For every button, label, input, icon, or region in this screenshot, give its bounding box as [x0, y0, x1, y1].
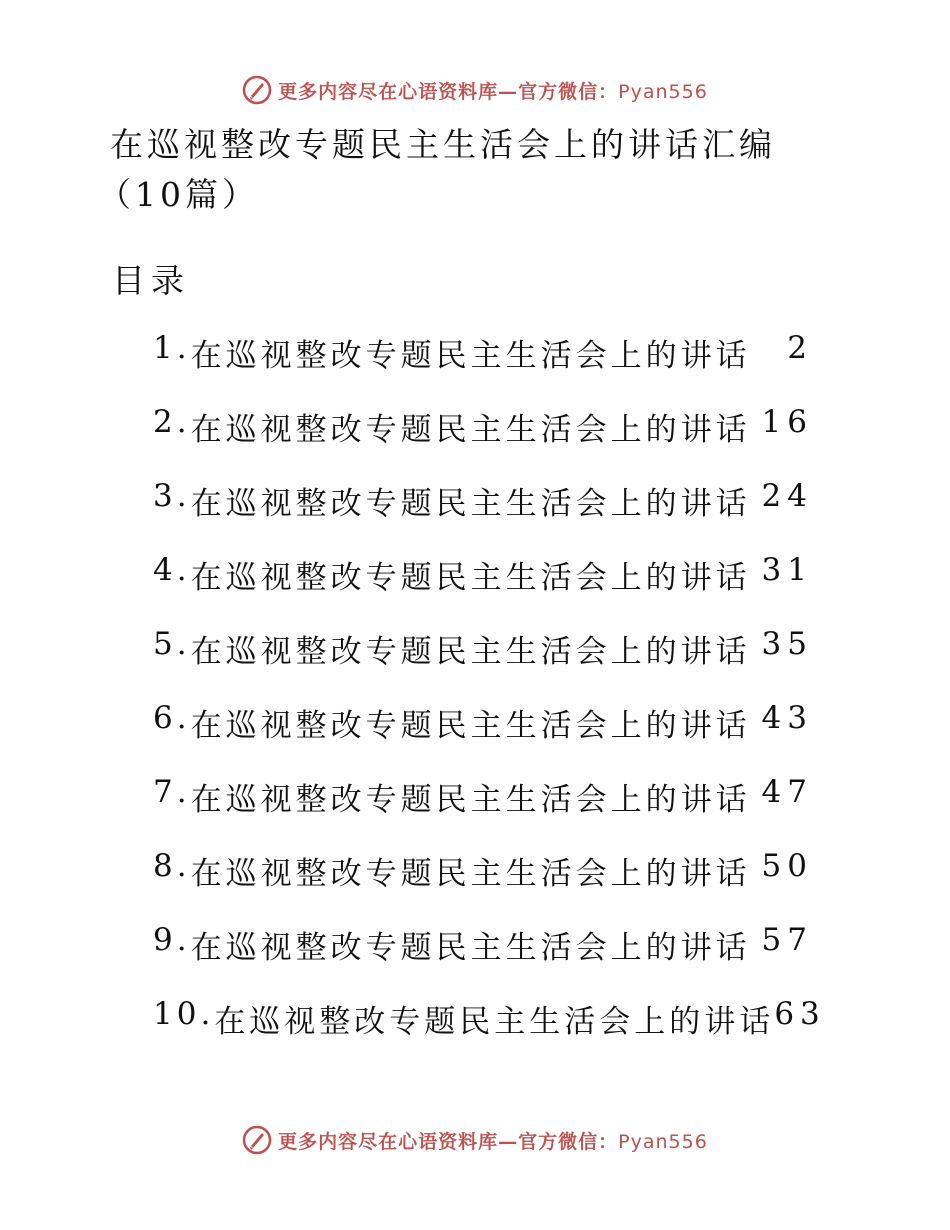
table-of-contents — [153, 330, 826, 1070]
toc-entry-number: 9. — [153, 922, 191, 958]
toc-entry-number: 8. — [153, 848, 191, 884]
toc-entry-number: 3. — [153, 478, 191, 514]
toc-entry-title: 在巡视整改专题民主生活会上的讲话 — [190, 634, 751, 670]
toc-entry[interactable] — [153, 848, 813, 922]
toc-entry[interactable] — [153, 996, 826, 1070]
toc-entry[interactable] — [153, 330, 813, 404]
toc-entry[interactable] — [153, 404, 813, 478]
toc-entry-number: 10. — [153, 996, 215, 1032]
toc-entry-page: 57 — [761, 922, 813, 958]
toc-entry-title: 在巡视整改专题民主生活会上的讲话 — [190, 782, 751, 818]
toc-entry[interactable] — [153, 700, 813, 774]
toc-entry-title: 在巡视整改专题民主生活会上的讲话 — [190, 930, 751, 966]
toc-entry[interactable] — [153, 774, 813, 848]
toc-entry-page: 47 — [761, 774, 813, 810]
toc-entry-number: 2. — [153, 404, 191, 440]
toc-entry[interactable] — [153, 478, 813, 552]
toc-entry-page: 50 — [761, 848, 813, 884]
toc-entry-page: 2 — [787, 330, 813, 366]
toc-entry-title: 在巡视整改专题民主生活会上的讲话 — [190, 708, 751, 744]
toc-entry-title: 在巡视整改专题民主生活会上的讲话 — [190, 856, 751, 892]
toc-entry-page: 31 — [761, 552, 813, 588]
toc-entry-title: 在巡视整改专题民主生活会上的讲话 — [190, 338, 751, 374]
toc-entry-title: 在巡视整改专题民主生活会上的讲话 — [190, 560, 751, 596]
header-watermark — [0, 70, 950, 110]
footer-watermark — [0, 1120, 950, 1160]
toc-entry-page: 16 — [761, 404, 813, 440]
quill-logo-icon — [242, 1125, 272, 1155]
toc-entry-number: 6. — [153, 700, 191, 736]
toc-entry-title: 在巡视整改专题民主生活会上的讲话 — [214, 1004, 775, 1040]
toc-entry[interactable] — [153, 922, 813, 996]
toc-heading: 目录 — [112, 261, 190, 300]
toc-entry-page: 35 — [761, 626, 813, 662]
toc-entry-title: 在巡视整改专题民主生活会上的讲话 — [190, 486, 751, 522]
toc-entry-number: 7. — [153, 774, 191, 810]
toc-entry[interactable] — [153, 626, 813, 700]
toc-entry-page: 43 — [761, 700, 813, 736]
toc-entry-number: 4. — [153, 552, 191, 588]
toc-entry-page: 63 — [774, 996, 826, 1032]
toc-entry-page: 24 — [761, 478, 813, 514]
quill-logo-icon — [242, 75, 272, 105]
toc-entry-number: 5. — [153, 626, 191, 662]
toc-entry-title: 在巡视整改专题民主生活会上的讲话 — [190, 412, 751, 448]
toc-entry-number: 1. — [153, 330, 191, 366]
footer-watermark-text: 更多内容尽在心语资料库—官方微信：Pyan556 — [278, 1130, 708, 1153]
toc-entry[interactable] — [153, 552, 813, 626]
header-watermark-text: 更多内容尽在心语资料库—官方微信：Pyan556 — [278, 80, 708, 103]
document-title: 在巡视整改专题民主生活会上的讲话汇编（10篇） — [98, 125, 776, 214]
